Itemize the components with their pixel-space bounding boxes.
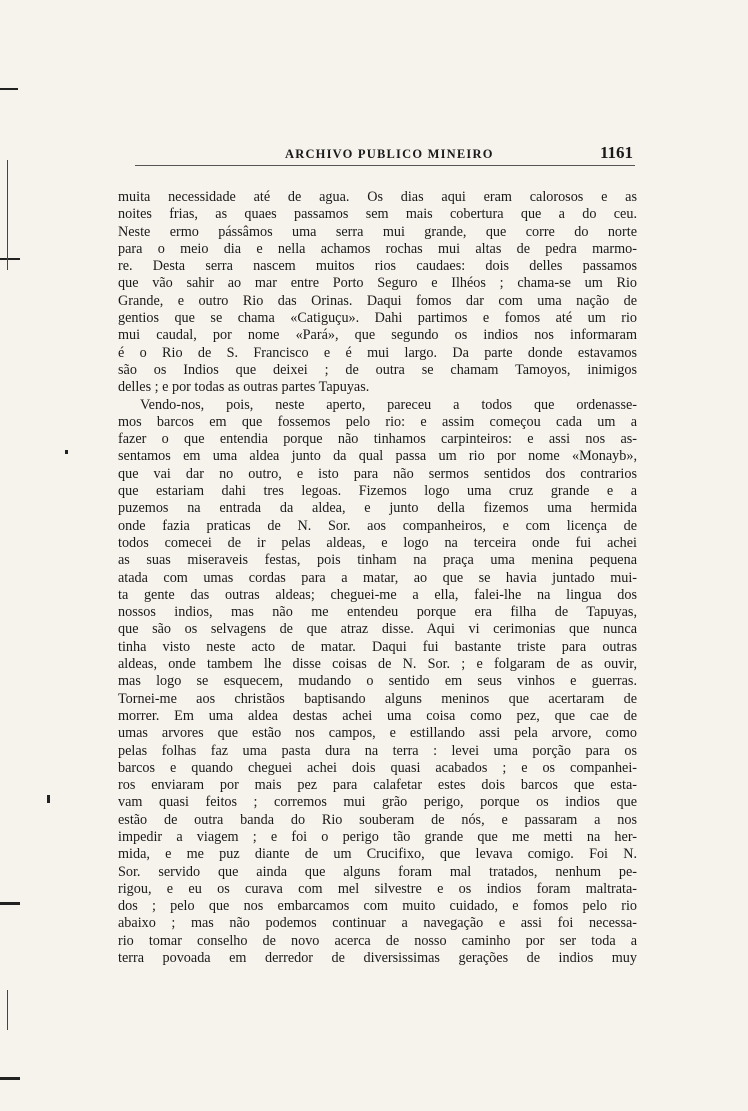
text-line: Grande, e outro Rio das Orinas. Daqui fomos dar com uma nação de bbox=[118, 292, 637, 309]
text-line: umas arvores que estão nos campos, e estillando assi pela arvore, como bbox=[118, 725, 637, 742]
text-line: muita necessidade até de agua. Os dias aqui eram calorosos e as bbox=[118, 189, 637, 205]
text-line: ta gente das outras aldeas; cheguei-me a ella, falei-lhe na lingua dos bbox=[118, 586, 637, 603]
text-line: mas logo se esquecem, mudando o sentido em seus vinhos e guerras. bbox=[118, 673, 637, 690]
text-line: nossos indios, mas não me entendeu porque era filha de Tapuyas, bbox=[118, 604, 637, 621]
text-line: gentios que se chama «Catiguçu». Dahi partimos e fomos até um rio bbox=[118, 310, 637, 327]
text-line: mui caudal, por nome «Pará», que segundo os indios nos informaram bbox=[118, 327, 637, 344]
text-line: noites frias, as quaes passamos sem mais cobertura que a do ceu. bbox=[118, 206, 637, 223]
text-line: que vai dar no outro, e isto para não sermos sentidos dos contrarios bbox=[118, 465, 637, 482]
text-line: abaixo ; mas não podemos continuar a navegação e assi foi necessa- bbox=[118, 915, 637, 932]
text-line: que vão sahir ao mar entre Porto Seguro e Ilhéos ; chama-se um Rio bbox=[118, 275, 637, 292]
body-text bbox=[118, 189, 637, 967]
text-line: impedir a viagem ; e foi o perigo tão grande que me metti na her- bbox=[118, 828, 637, 845]
margin-mark bbox=[0, 88, 18, 90]
text-line: Neste ermo pássâmos uma serra mui grande, que corre do norte bbox=[118, 223, 637, 240]
text-line: vam quasi feitos ; corremos mui grão perigo, porque os indios que bbox=[118, 794, 637, 811]
margin-dot bbox=[47, 795, 50, 803]
margin-mark bbox=[0, 1077, 20, 1080]
text-line: rigou, e eu os curava com mel silvestre e os indios foram maltrata- bbox=[118, 880, 637, 897]
text-line: rio tomar conselho de novo acerca de nosso caminho por ser toda a bbox=[118, 932, 637, 949]
text-line: mida, e me puz diante de um Crucifixo, que levava comigo. Foi N. bbox=[118, 846, 637, 863]
text-line: aldeas, onde tambem lhe disse coisas de N. Sor. ; e folgaram de as ouvir, bbox=[118, 656, 637, 673]
page-header bbox=[135, 143, 635, 166]
text-line: são os Indios que deixei ; de outra se chamam Tamoyos, inimigos bbox=[118, 361, 637, 378]
text-line: fazer o que entendia porque não tinhamos carpinteiros: e assi nos as- bbox=[118, 431, 637, 448]
text-line: puzemos na entrada da aldea, e junto della fizemos uma hermida bbox=[118, 500, 637, 517]
text-line: morrer. Em uma aldea destas achei uma coisa como pez, que cae de bbox=[118, 707, 637, 724]
margin-rule bbox=[7, 990, 8, 1030]
page-number: 1161 bbox=[599, 143, 633, 162]
text-line: as suas miseraveis festas, pois tinham na praça uma menina pequena bbox=[118, 552, 637, 569]
text-line: Vendo-nos, pois, neste aperto, pareceu a todos que ordenasse- bbox=[140, 396, 637, 413]
text-line: terra povoada em derredor de diversissimas gerações de indios muy bbox=[118, 950, 637, 967]
text-line: estão de outra banda do Rio souberam de nós, e passaram a nos bbox=[118, 811, 637, 828]
text-line: que estariam dahi tres legoas. Fizemos logo uma cruz grande e a bbox=[118, 483, 637, 500]
margin-rule bbox=[7, 160, 8, 270]
text-line: dos ; pelo que nos embarcamos com muito cuidado, e fomos pelo rio bbox=[118, 898, 637, 915]
text-line: Sor. servido que ainda que alguns foram mal tratados, nenhum pe- bbox=[118, 863, 637, 880]
text-line: ros enviaram por mais pez para calafetar estes dois barcos que esta- bbox=[118, 777, 637, 794]
text-line: barcos e quando cheguei achei dois quasi acabados ; e os companhei- bbox=[118, 759, 637, 776]
text-line: atada com umas cordas para a matar, ao que se havia juntado mui- bbox=[118, 569, 637, 586]
text-line: sentamos em uma aldea junto da qual passa um rio por nome «Monayb», bbox=[118, 448, 637, 465]
text-line: re. Desta serra nascem muitos rios caudaes: dois delles passamos bbox=[118, 258, 637, 275]
text-line: todos comecei de ir pelas aldeas, e logo na terceira onde fui achei bbox=[118, 534, 637, 551]
text-line: é o Rio de S. Francisco e é mui largo. Da parte donde estavamos bbox=[118, 344, 637, 361]
text-line: pelas folhas faz uma pasta dura na terra : levei uma porção para os bbox=[118, 742, 637, 759]
text-line: mos barcos em que fossemos pelo rio: e assim começou cada um a bbox=[118, 413, 637, 430]
margin-mark bbox=[0, 902, 20, 905]
text-line: para o meio dia e nella achamos rochas mui altas de pedra marmo- bbox=[118, 240, 637, 257]
margin-dot bbox=[65, 450, 68, 454]
text-line: Tornei-me aos christãos baptisando alguns meninos que acertaram de bbox=[118, 690, 637, 707]
text-line: onde fazia praticas de N. Sor. aos companheiros, e com licença de bbox=[118, 517, 637, 534]
text-line: delles ; e por todas as outras partes Tapuyas. bbox=[118, 379, 370, 396]
text-line: que são os selvagens de que atraz disse. Aqui vi cerimonias que nunca bbox=[118, 621, 637, 638]
running-title: ARCHIVO PUBLICO MINEIRO bbox=[285, 147, 494, 161]
margin-mark bbox=[0, 258, 20, 260]
text-line: tinha visto neste acto de matar. Daqui fui bastante triste para outras bbox=[118, 638, 637, 655]
